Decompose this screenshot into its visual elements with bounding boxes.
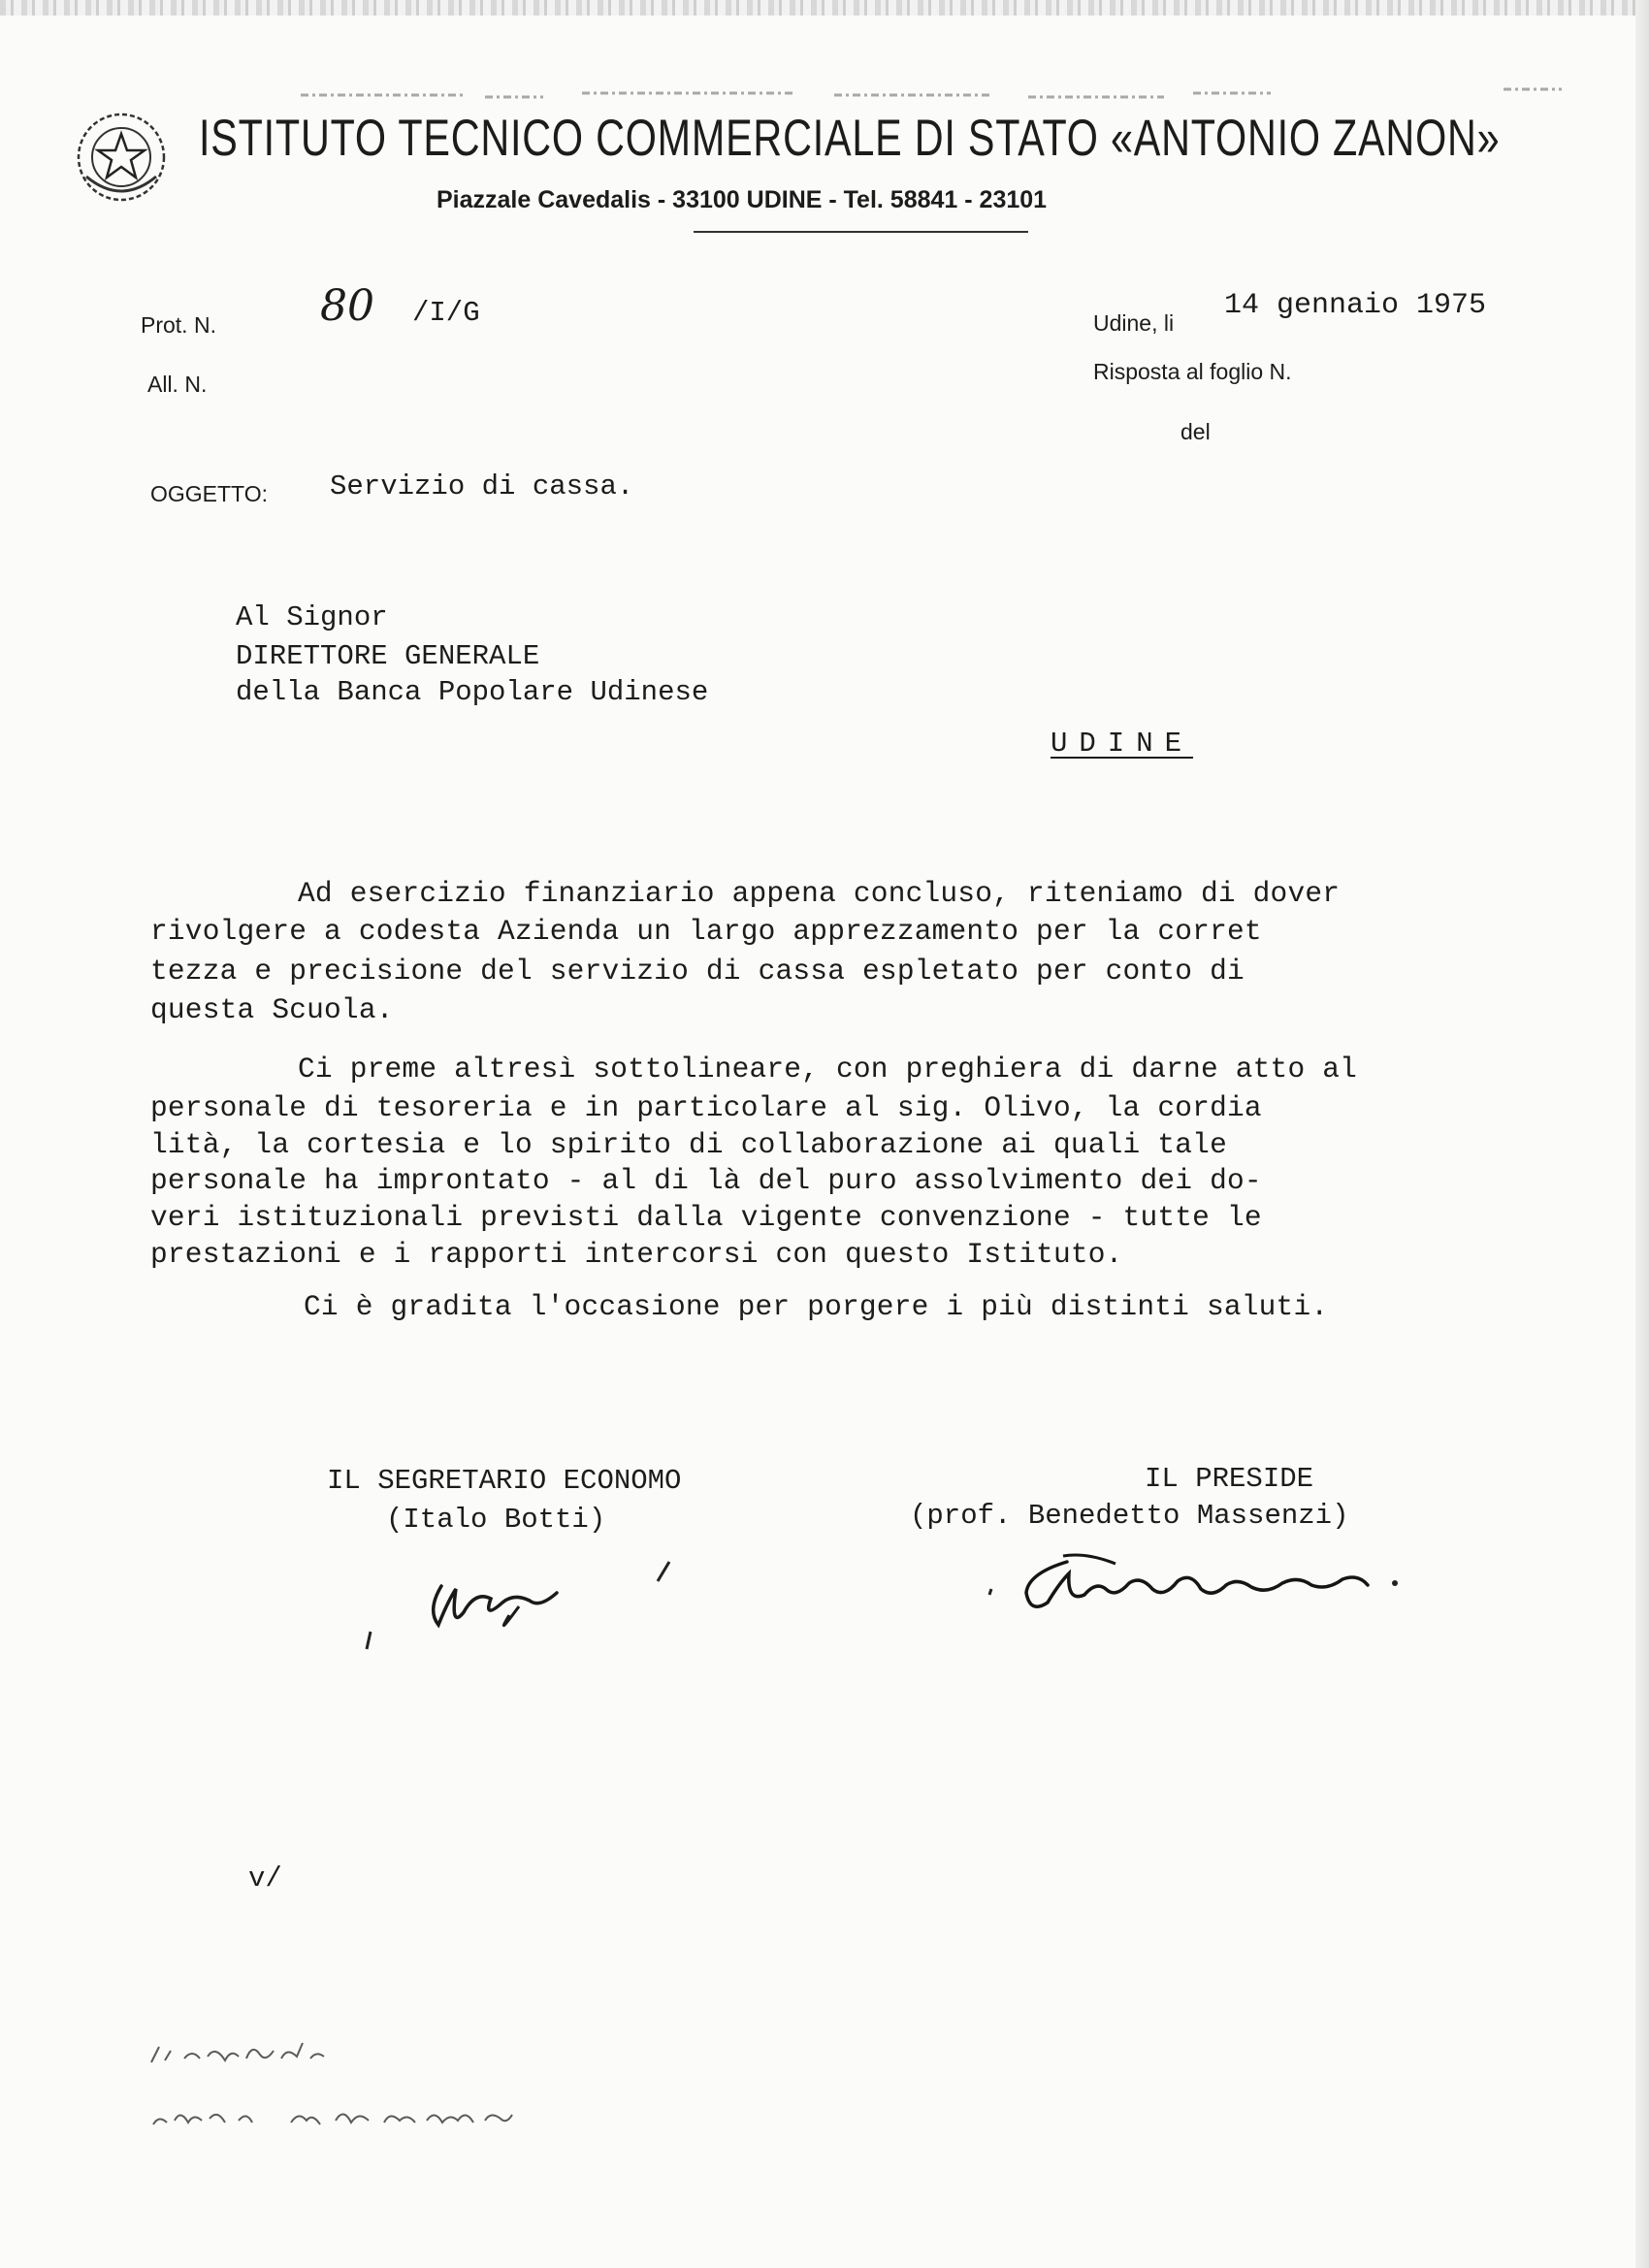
scan-top-edge [0,0,1649,16]
body-line-2: rivolgere a codesta Azienda un largo apprezzamento per la corret [150,915,1262,948]
body-line-4: questa Scuola. [150,993,394,1026]
recipient-line-2: DIRETTORE GENERALE [236,640,540,672]
institute-name: ISTITUTO TECNICO COMMERCIALE DI STATO «ANTONIO ZANON» [199,110,1501,167]
recipient-line-3: della Banca Popolare Udinese [236,676,709,708]
body-line-7: lità, la cortesia e lo spirito di collaborazione ai quali tale [150,1128,1227,1161]
body-line-3: tezza e precisione del servizio di cassa espletato per conto di [150,955,1245,988]
subject-text: Servizio di cassa. [330,470,634,502]
attachments-label: All. N. [147,372,208,397]
recipient-line-1: Al Signor [236,601,388,633]
body-line-10: prestazioni e i rapporti intercorsi con questo Istituto. [150,1238,1123,1271]
republic-emblem-icon [73,109,170,206]
scan-right-edge [1635,0,1649,2268]
subject-label: OGGETTO: [150,481,268,506]
institute-address: Piazzale Cavedalis - 33100 UDINE - Tel. 58841 - 23101 [436,186,1048,213]
address-underline [694,231,1028,233]
handwritten-notes [146,2037,582,2144]
body-line-8: personale ha improntato - al di là del puro assolvimento dei do- [150,1164,1262,1197]
reply-ref-label: Risposta al foglio N. [1093,359,1292,384]
body-line-5: Ci preme altresì sottolineare, con preghiera di darne atto al [298,1053,1358,1085]
prot-suffix: /I/G [412,297,480,329]
typist-initials: v/ [248,1863,282,1895]
left-signature [349,1542,718,1659]
prot-label: Prot. N. [141,312,216,338]
right-signature [970,1535,1426,1632]
letter-date: 14 gennaio 1975 [1224,289,1487,322]
right-signatory-title: IL PRESIDE [1145,1463,1314,1495]
left-signatory-title: IL SEGRETARIO ECONOMO [327,1465,682,1497]
reply-date-label: del [1180,419,1211,444]
body-line-9: veri istituzionali previsti dalla vigente convenzione - tutte le [150,1201,1262,1234]
recipient-city: UDINE [1051,728,1194,760]
body-line-1: Ad esercizio finanziario appena concluso, riteniamo di dover [298,877,1341,910]
body-line-11: Ci è gradita l'occasione per porgere i più distinti saluti. [304,1290,1329,1323]
place-label: Udine, li [1093,310,1175,336]
right-signatory-name: (prof. Benedetto Massenzi) [910,1500,1349,1532]
prot-number: 80 [320,281,374,331]
header-bleed-marks [291,76,1571,111]
left-signatory-name: (Italo Botti) [386,1504,606,1536]
body-line-6: personale di tesoreria e in particolare al sig. Olivo, la cordia [150,1091,1262,1124]
